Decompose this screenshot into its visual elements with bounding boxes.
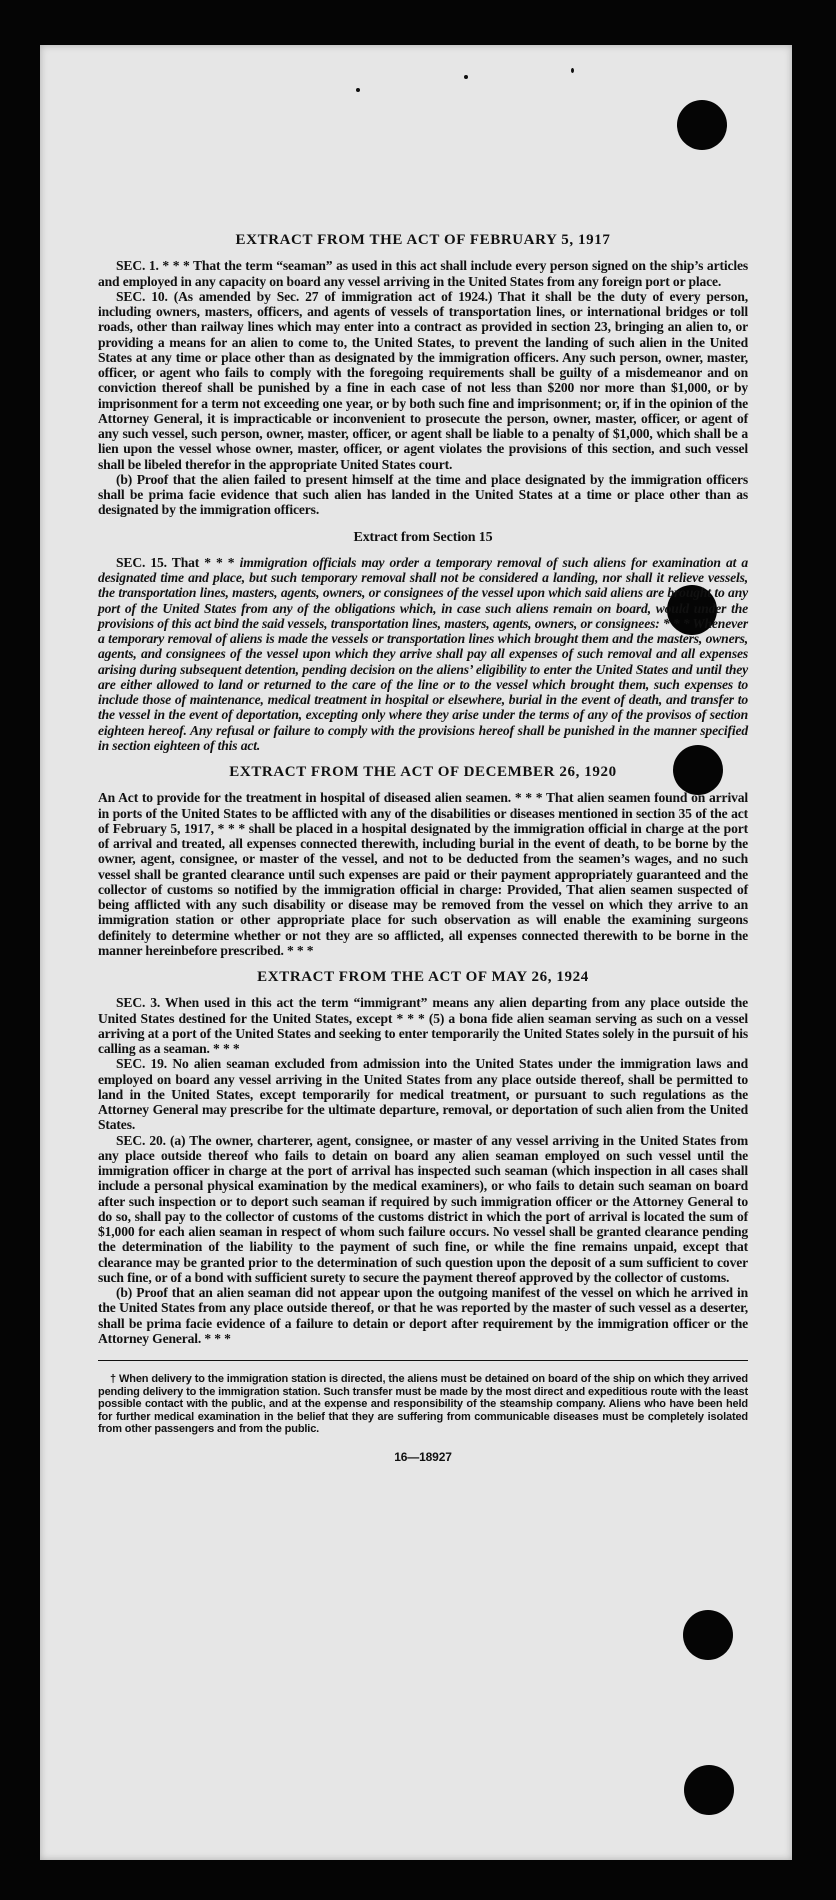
paragraph-sec-20-a: SEC. 20. (a) The owner, charterer, agent, consignee, or master of any vessel arriving in the United States from any place outside thereof who fails to detain on board any alien seaman employed on such vessel until the immigration officer in charge at the port of arrival has inspected such seaman (which inspection in all cases shall include a personal physical examination by the medical examiners), or who fails to detain such seaman on board after such inspection or to deport such seaman if required by such immigration officer or the Attorney General to do so, shall pay to the collector of customs of the customs district in which the port of arrival is located the sum of $1,000 for each alien seaman in respect of whom such failure occurs. No vessel shall be granted clearance pending the determination of the liability to the payment of such fine, or while the fine remains unpaid, except that clearance may be granted prior to the determination of such question upon the deposit of a sum sufficient to cover such fine, or of a bond with sufficient surety to secure the payment thereof approved by the collector of customs.	[98, 1132, 748, 1285]
paragraph-act-1920: An Act to provide for the treatment in hospital of diseased alien seamen. * * * That alien seamen found on arrival in ports of the United States to be afflicted with any of the disabilities or diseases mentioned in section 35 of the act of February 5, 1917, * * * shall be placed in a hospital designated by the immigration official in charge at the port of arrival and treated, all expenses connected therewith, including burial in the event of death, to be borne by the owner, agent, consignee, or master of the vessel, and not to be deducted from the seamen’s wages, and no such vessel shall be granted clearance until such expenses are paid or their payment appropriately guaranteed and the collector of customs so notified by the immigration official in charge: Provided, That alien seamen suspected of being afflicted with any such disability or disease may be removed from the vessel on which they arrive to an immigration station or other appropriate place for such observation as will enable the examining surgeons definitely to determine whether or not they are so afflicted, all expenses connected therewith to be borne in the manner hereinbefore prescribed. * * *	[98, 790, 748, 958]
document-body	[98, 185, 748, 1465]
paragraph-sec-3: SEC. 3. When used in this act the term “immigrant” means any alien departing from any place outside the United States destined for the United States, except * * * (5) a bona fide alien seaman serving as such on a vessel arriving at a port of the United States and seeking to enter temporarily the United States solely in the pursuit of his calling as a seaman. * * *	[98, 995, 748, 1056]
section-heading-1920: EXTRACT FROM THE ACT OF DECEMBER 26, 1920	[229, 764, 617, 780]
speck-mark	[464, 75, 468, 79]
speck-mark	[356, 88, 360, 92]
paragraph-sec-15	[98, 555, 748, 753]
speck-mark	[571, 68, 574, 73]
paragraph-sec-20-b: (b) Proof that an alien seaman did not appear upon the outgoing manifest of the vessel on which he arrived in the United States from any place outside thereof, or that he was reported by the master of such vessel as a deserter, shall be prima facie evidence of a failure to detain or deport after requirement by the immigration officer or the Attorney General. * * *	[98, 1285, 748, 1346]
page-number: 16—18927	[394, 1449, 452, 1464]
paragraph-sec-10-b: (b) Proof that the alien failed to present himself at the time and place designated by the immigration officers shall be prima facie evidence that such alien has landed in the United States at a time or place other than as designated by the immigration officers.	[98, 471, 748, 518]
sec-15-lead: SEC. 15. That * * *	[116, 554, 235, 570]
punch-hole-mark	[684, 1765, 734, 1815]
paragraph-sec-10: SEC. 10. (As amended by Sec. 27 of immigration act of 1924.) That it shall be the duty of every person, including owners, masters, officers, and agents of vessels of transportation lines, or international bridges or toll roads, other than railway lines which may enter into a contract as provided in section 23, bringing an alien to, or providing a means for an alien to come to, the United States, to prevent the landing of such alien in the United States at any time or place other than as designated by the immigration officers. Any such person, owner, master, officer, or agent who fails to comply with the foregoing requirements shall be guilty of a misdemeanor and on conviction thereof shall be punished by a fine in each case of not less than $200 nor more than $1,000, or by imprisonment for a term not exceeding one year, or by both such fine and imprisonment; or, if in the opinion of the Attorney General, it is impracticable or inconvenient to prosecute the person, owner, master, officer, or agent of any such vessel, such person, owner, master, officer, or agent shall be liable to a penalty of $1,000, which shall be a lien upon the vessel whose owner, master, officer, or agent violates the provisions of this section, and such vessel shall be libeled therefor in the appropriate United States court.	[98, 288, 748, 472]
sec-15-italic-text: immigration officials may order a temporary removal of such aliens for examination at a designated time and place, but such temporary removal shall not be considered a landing, nor shall it relieve vessels, the transportation lines, masters, agents, owners, or consignees of the vessel upon which said aliens are brought to any port of the United States from any of the obligations which, in case such aliens remain on board, would under the provisions of this act bind the said vessels, transportation lines, masters, agents, owners, or consignees: * * * Whenever a temporary removal of aliens is made the vessels or transportation lines which brought them and the masters, owners, agents, and consignees of the vessel upon which they arrive shall pay all expenses of such removal and all expenses arising during subsequent detention, pending decision on the aliens’ eligibility to enter the United States and until they are either allowed to land or returned to the care of the line or to the vessel which brought them, such expenses to include those of maintenance, medical treatment in hospital or elsewhere, burial in the event of death, and transfer to the vessel in the event of deportation, excepting only where they arise under the terms of any of the provisos of section eighteen hereof. Any refusal or failure to comply with the provisions hereof shall be punished in the manner specified in section eighteen of this act.	[98, 554, 749, 753]
subheading-section-15: Extract from Section 15	[353, 529, 493, 545]
paragraph-sec-19: SEC. 19. No alien seaman excluded from admission into the United States under the immigration laws and employed on board any vessel arriving in the United States from any place outside thereof, shall be permitted to land in the United States, except temporarily for medical treatment, or pursuant to such regulations as the Attorney General may prescribe for the ultimate departure, removal, or deportation of such alien from the United States.	[98, 1056, 748, 1133]
punch-hole-mark	[683, 1610, 733, 1660]
punch-hole-mark	[677, 100, 727, 150]
footnote: † When delivery to the immigration station is directed, the aliens must be detained on board of the ship on which they arrived pending delivery to the immigration station. Such transfer must be made by the most direct and expeditious route with the least possible contact with the public, and at the expense and responsibility of the steamship company. Aliens who have been held for further medical examination in the belief that they are suffering from communicable diseases must be completely isolated from other passengers and from the public.	[98, 1373, 748, 1436]
paragraph-sec-1: SEC. 1. * * * That the term “seaman” as used in this act shall include every person signed on the ship’s articles and employed in any capacity on board any vessel arriving in the United States from any foreign port or place.	[98, 258, 748, 289]
section-heading-1924: EXTRACT FROM THE ACT OF MAY 26, 1924	[257, 969, 589, 985]
section-heading-1917: EXTRACT FROM THE ACT OF FEBRUARY 5, 1917	[235, 232, 611, 248]
document-page	[40, 45, 792, 1860]
footnote-divider	[98, 1360, 748, 1361]
